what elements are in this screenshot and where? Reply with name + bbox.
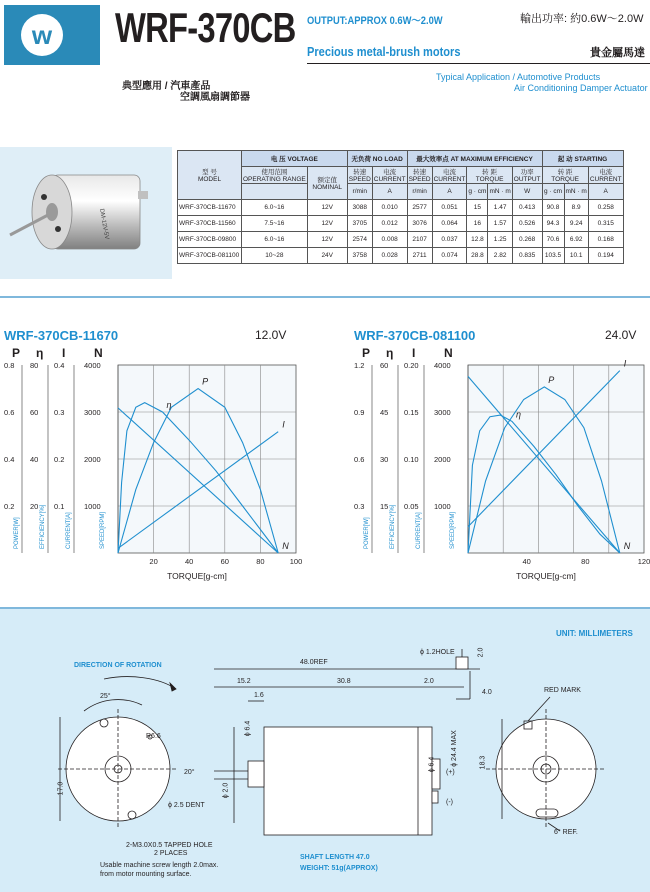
y-tick-label: 40 [30, 455, 39, 464]
unit-cell: g · cm [467, 184, 488, 200]
y-axis-title: CURRENT[A] [416, 512, 422, 549]
value-cell: 16 [467, 216, 488, 232]
application-zh-1: 典型應用 / 汽車產品 [122, 81, 211, 92]
axis-letter: N [444, 346, 453, 360]
axis-letter: N [94, 346, 103, 360]
axis-letter: I [412, 346, 416, 360]
value-cell: 24V [307, 248, 347, 264]
value-cell: 9.24 [564, 216, 588, 232]
value-cell: 12V [307, 216, 347, 232]
model-cell: WRF-370CB-081100 [178, 248, 242, 264]
application-en-1: Typical Application / Automotive Products [436, 72, 601, 82]
dim-6ref: 6° REF. [554, 829, 578, 836]
y-tick-label: 1000 [434, 502, 451, 511]
model-header: 型 号 MODEL [178, 151, 242, 200]
y-tick-label: 0.6 [4, 408, 15, 417]
value-cell: 0.074 [432, 248, 467, 264]
value-cell: 2711 [407, 248, 432, 264]
y-tick-label: 0.4 [54, 361, 65, 370]
value-cell: 8.9 [564, 200, 588, 216]
application-en-2: Air Conditioning Damper Actuator [514, 83, 648, 93]
y-tick-label: 2000 [84, 455, 101, 464]
output-header: 功率 OUTPUT [512, 167, 542, 184]
y-tick-label: 3000 [434, 408, 451, 417]
axis-letter: P [362, 346, 371, 360]
shaft-length: SHAFT LENGTH 47.0 [300, 854, 370, 861]
series-label: N [282, 541, 289, 551]
x-tick-label: 20 [149, 557, 158, 566]
value-cell: 0.008 [372, 232, 407, 248]
axis-letter: I [62, 346, 66, 360]
y-axis-title: SPEED[RPM] [450, 511, 456, 549]
value-cell: 6.0~16 [242, 232, 308, 248]
y-tick-label: 4000 [434, 361, 451, 370]
plus-terminal: (+) [446, 769, 455, 776]
torque-header: 转 距 TORQUE [467, 167, 512, 184]
table-row [178, 216, 624, 232]
value-cell: 15 [467, 200, 488, 216]
y-tick-label: 0.9 [354, 408, 365, 417]
axis-letter: η [386, 346, 394, 360]
y-tick-label: 3000 [84, 408, 101, 417]
spec-table [177, 150, 624, 264]
value-cell: 70.6 [542, 232, 564, 248]
unit-cell: mN · m [488, 184, 512, 200]
table-group-header-row [178, 151, 624, 167]
y-tick-label: 0.4 [4, 455, 15, 464]
value-cell: 103.5 [542, 248, 564, 264]
speed2-header: 转速 SPEED [407, 167, 432, 184]
value-cell: 28.8 [467, 248, 488, 264]
chart1-voltage: 12.0V [255, 328, 287, 342]
table-sub-header-row [178, 167, 624, 184]
value-cell: 2574 [347, 232, 372, 248]
y-tick-label: 1000 [84, 502, 101, 511]
svg-text:w: w [31, 20, 53, 50]
y-axis-title: EFFICIENCY[%] [40, 504, 46, 549]
value-cell: 0.194 [588, 248, 623, 264]
unit-cell: r/min [347, 184, 372, 200]
dim-15-2: 15.2 [237, 678, 251, 685]
y-tick-label: 15 [380, 502, 389, 511]
y-tick-label: 0.8 [4, 361, 15, 370]
dimension-drawing [0, 609, 650, 892]
dim-6-4b: ϕ 6.4 [428, 756, 436, 773]
power-zh: 輸出功率: 約0.6W～2.0W [520, 13, 644, 25]
dim-dent: ϕ 2.5 DENT [168, 802, 205, 809]
y-tick-label: 0.10 [404, 455, 419, 464]
series-label: P [202, 376, 209, 387]
value-cell: 12.8 [467, 232, 488, 248]
value-cell: 0.268 [512, 232, 542, 248]
dim-r6-6: R6.6 [146, 733, 161, 740]
value-cell: 6.92 [564, 232, 588, 248]
model-cell: WRF-370CB-09800 [178, 232, 242, 248]
y-tick-label: 80 [30, 361, 39, 370]
value-cell: 0.028 [372, 248, 407, 264]
dim-24-4: ϕ 24.4 MAX [450, 730, 458, 767]
y-tick-label: 30 [380, 455, 389, 464]
axis-letter: P [12, 346, 21, 360]
value-cell: 12V [307, 232, 347, 248]
value-cell: 0.051 [432, 200, 467, 216]
header [0, 0, 650, 120]
unit-cell: A [372, 184, 407, 200]
nominal-header: 额定值 NOMINAL [307, 167, 347, 200]
value-cell: 3076 [407, 216, 432, 232]
value-cell: 10.1 [564, 248, 588, 264]
value-cell: 10~28 [242, 248, 308, 264]
value-cell: 12V [307, 200, 347, 216]
value-cell: 1.25 [488, 232, 512, 248]
start-current-header: 电流 CURRENT [588, 167, 623, 184]
series-label: N [623, 541, 631, 551]
value-cell: 0.835 [512, 248, 542, 264]
operating-range-header: 使用范围 OPERATING RANGE [242, 167, 308, 184]
value-cell: 1.47 [488, 200, 512, 216]
table-units-row [178, 184, 624, 200]
chart2-voltage: 24.0V [605, 328, 637, 342]
tapped-hole-note: 2-M3.0X0.5 TAPPED HOLE [126, 842, 213, 849]
dim-6-4a: ϕ 6.4 [244, 720, 252, 737]
value-cell: 2577 [407, 200, 432, 216]
y-tick-label: 0.2 [4, 502, 15, 511]
dim-2-0c: ϕ 2.0 [222, 782, 230, 799]
chart1-svg [0, 345, 320, 585]
y-tick-label: 2000 [434, 455, 451, 464]
tapped-hole-places: 2 PLACES [154, 850, 188, 857]
value-cell: 0.526 [512, 216, 542, 232]
y-tick-label: 0.3 [54, 408, 65, 417]
weight: WEIGHT: 51g(APPROX) [300, 865, 378, 872]
x-tick-label: 120 [637, 557, 650, 566]
svg-text:DM-12V-5V: DM-12V-5V [98, 208, 110, 240]
table-row [178, 232, 624, 248]
y-axis-title: EFFICIENCY[%] [390, 504, 396, 549]
table-row [178, 200, 624, 216]
chart2-title: WRF-370CB-081100 [354, 328, 476, 343]
x-tick-label: 60 [220, 557, 229, 566]
y-tick-label: 20 [30, 502, 39, 511]
series-label: η [516, 409, 521, 420]
dim-20deg: 20° [184, 769, 195, 776]
chart2-svg [350, 345, 650, 585]
unit-cell: A [588, 184, 623, 200]
screw-note-2: from motor mounting surface. [100, 871, 192, 878]
dim-25deg: 25° [100, 693, 111, 700]
y-tick-label: 0.1 [54, 502, 65, 511]
value-cell: 0.064 [432, 216, 467, 232]
axis-letter: η [36, 346, 44, 360]
unit-cell [242, 184, 308, 200]
value-cell: 0.168 [588, 232, 623, 248]
output-range: OUTPUT:APPROX 0.6W～2.0W [307, 15, 443, 27]
series-label: η [166, 400, 172, 410]
x-tick-label: 80 [256, 557, 265, 566]
dim-hole: ϕ 1.2HOLE [420, 649, 455, 656]
x-axis-title: TORQUE[g-cm] [516, 571, 576, 581]
current2-header: 电流 CURRENT [432, 167, 467, 184]
no-load-header: 无负荷 NO LOAD [347, 151, 407, 167]
value-cell: 3705 [347, 216, 372, 232]
y-tick-label: 1.2 [354, 361, 365, 370]
unit-cell: mN · m [564, 184, 588, 200]
header-rule [307, 63, 650, 64]
x-axis-title: TORQUE[g-cm] [167, 571, 227, 581]
unit-cell: g · cm [542, 184, 564, 200]
value-cell: 0.012 [372, 216, 407, 232]
dim-18-3: 18.3 [479, 755, 487, 770]
x-tick-label: 40 [185, 557, 194, 566]
dim-48ref: 48.0REF [300, 659, 328, 666]
value-cell: 3758 [347, 248, 372, 264]
y-tick-label: 60 [30, 408, 39, 417]
brand-logo [4, 5, 100, 65]
series-label: I [623, 358, 627, 369]
value-cell: 94.3 [542, 216, 564, 232]
value-cell: 0.315 [588, 216, 623, 232]
x-tick-label: 100 [289, 557, 303, 566]
table-row [178, 248, 624, 264]
y-tick-label: 0.15 [404, 408, 419, 417]
model-title: WRF-370CB [115, 4, 296, 51]
y-tick-label: 0.6 [354, 455, 365, 464]
y-axis-title: CURRENT[A] [66, 512, 72, 549]
y-axis-title: SPEED[RPM] [100, 511, 106, 549]
motor-category: Precious metal-brush motors [307, 44, 461, 59]
series-label: I [282, 419, 285, 430]
start-torque-header: 转 距 TORQUE [542, 167, 588, 184]
unit-cell: W [512, 184, 542, 200]
y-tick-label: 45 [380, 408, 389, 417]
value-cell: 2107 [407, 232, 432, 248]
application-zh-2: 空調風扇調節器 [180, 92, 250, 103]
y-tick-label: 0.20 [404, 361, 419, 370]
y-tick-label: 0.05 [404, 502, 419, 511]
minus-terminal: (-) [446, 799, 453, 806]
type-zh: 貴金屬馬達 [590, 47, 645, 59]
value-cell: 6.0~16 [242, 200, 308, 216]
value-cell: 3088 [347, 200, 372, 216]
dim-2-0b: 2.0 [477, 647, 485, 658]
dim-1-6: 1.6 [254, 692, 264, 699]
section-divider [0, 296, 650, 298]
x-tick-label: 80 [581, 557, 590, 566]
rotation-title: DIRECTION OF ROTATION [74, 662, 162, 669]
value-cell: 0.258 [588, 200, 623, 216]
y-axis-title: POWER[W] [364, 517, 370, 549]
unit-label: UNIT: MILLIMETERS [556, 629, 633, 638]
max-eff-header: 最大效率点 AT MAXIMUM EFFICIENCY [407, 151, 542, 167]
speed-header: 转速 SPEED [347, 167, 372, 184]
value-cell: 0.037 [432, 232, 467, 248]
motor-image [0, 147, 172, 279]
chart1-title: WRF-370CB-11670 [4, 328, 119, 343]
y-tick-label: 4000 [84, 361, 101, 370]
spec-rows [178, 200, 624, 264]
value-cell: 1.57 [488, 216, 512, 232]
current-header: 电流 CURRENT [372, 167, 407, 184]
value-cell: 2.82 [488, 248, 512, 264]
red-mark-label: RED MARK [544, 687, 581, 694]
y-axis-title: POWER[W] [14, 517, 20, 549]
model-cell: WRF-370CB-11560 [178, 216, 242, 232]
unit-cell: r/min [407, 184, 432, 200]
starting-header: 起 动 STARTING [542, 151, 623, 167]
drawing-lines [0, 609, 650, 892]
logo-icon [4, 5, 100, 65]
dim-2-0a: 2.0 [424, 678, 434, 685]
model-cell: WRF-370CB-11670 [178, 200, 242, 216]
dim-4-0: 4.0 [482, 689, 492, 696]
motor-photo [0, 147, 172, 279]
value-cell: 0.413 [512, 200, 542, 216]
y-tick-label: 0.2 [54, 455, 65, 464]
dim-30-8: 30.8 [337, 678, 351, 685]
y-tick-label: 60 [380, 361, 389, 370]
value-cell: 90.8 [542, 200, 564, 216]
series-label: P [548, 374, 555, 385]
voltage-header: 电 压 VOLTAGE [242, 151, 348, 167]
screw-note-1: Usable machine screw length 2.0max. [100, 862, 219, 869]
x-tick-label: 40 [522, 557, 531, 566]
value-cell: 0.010 [372, 200, 407, 216]
dim-17-0: 17.0 [57, 781, 65, 796]
y-tick-label: 0.3 [354, 502, 365, 511]
unit-cell: A [432, 184, 467, 200]
value-cell: 7.5~16 [242, 216, 308, 232]
